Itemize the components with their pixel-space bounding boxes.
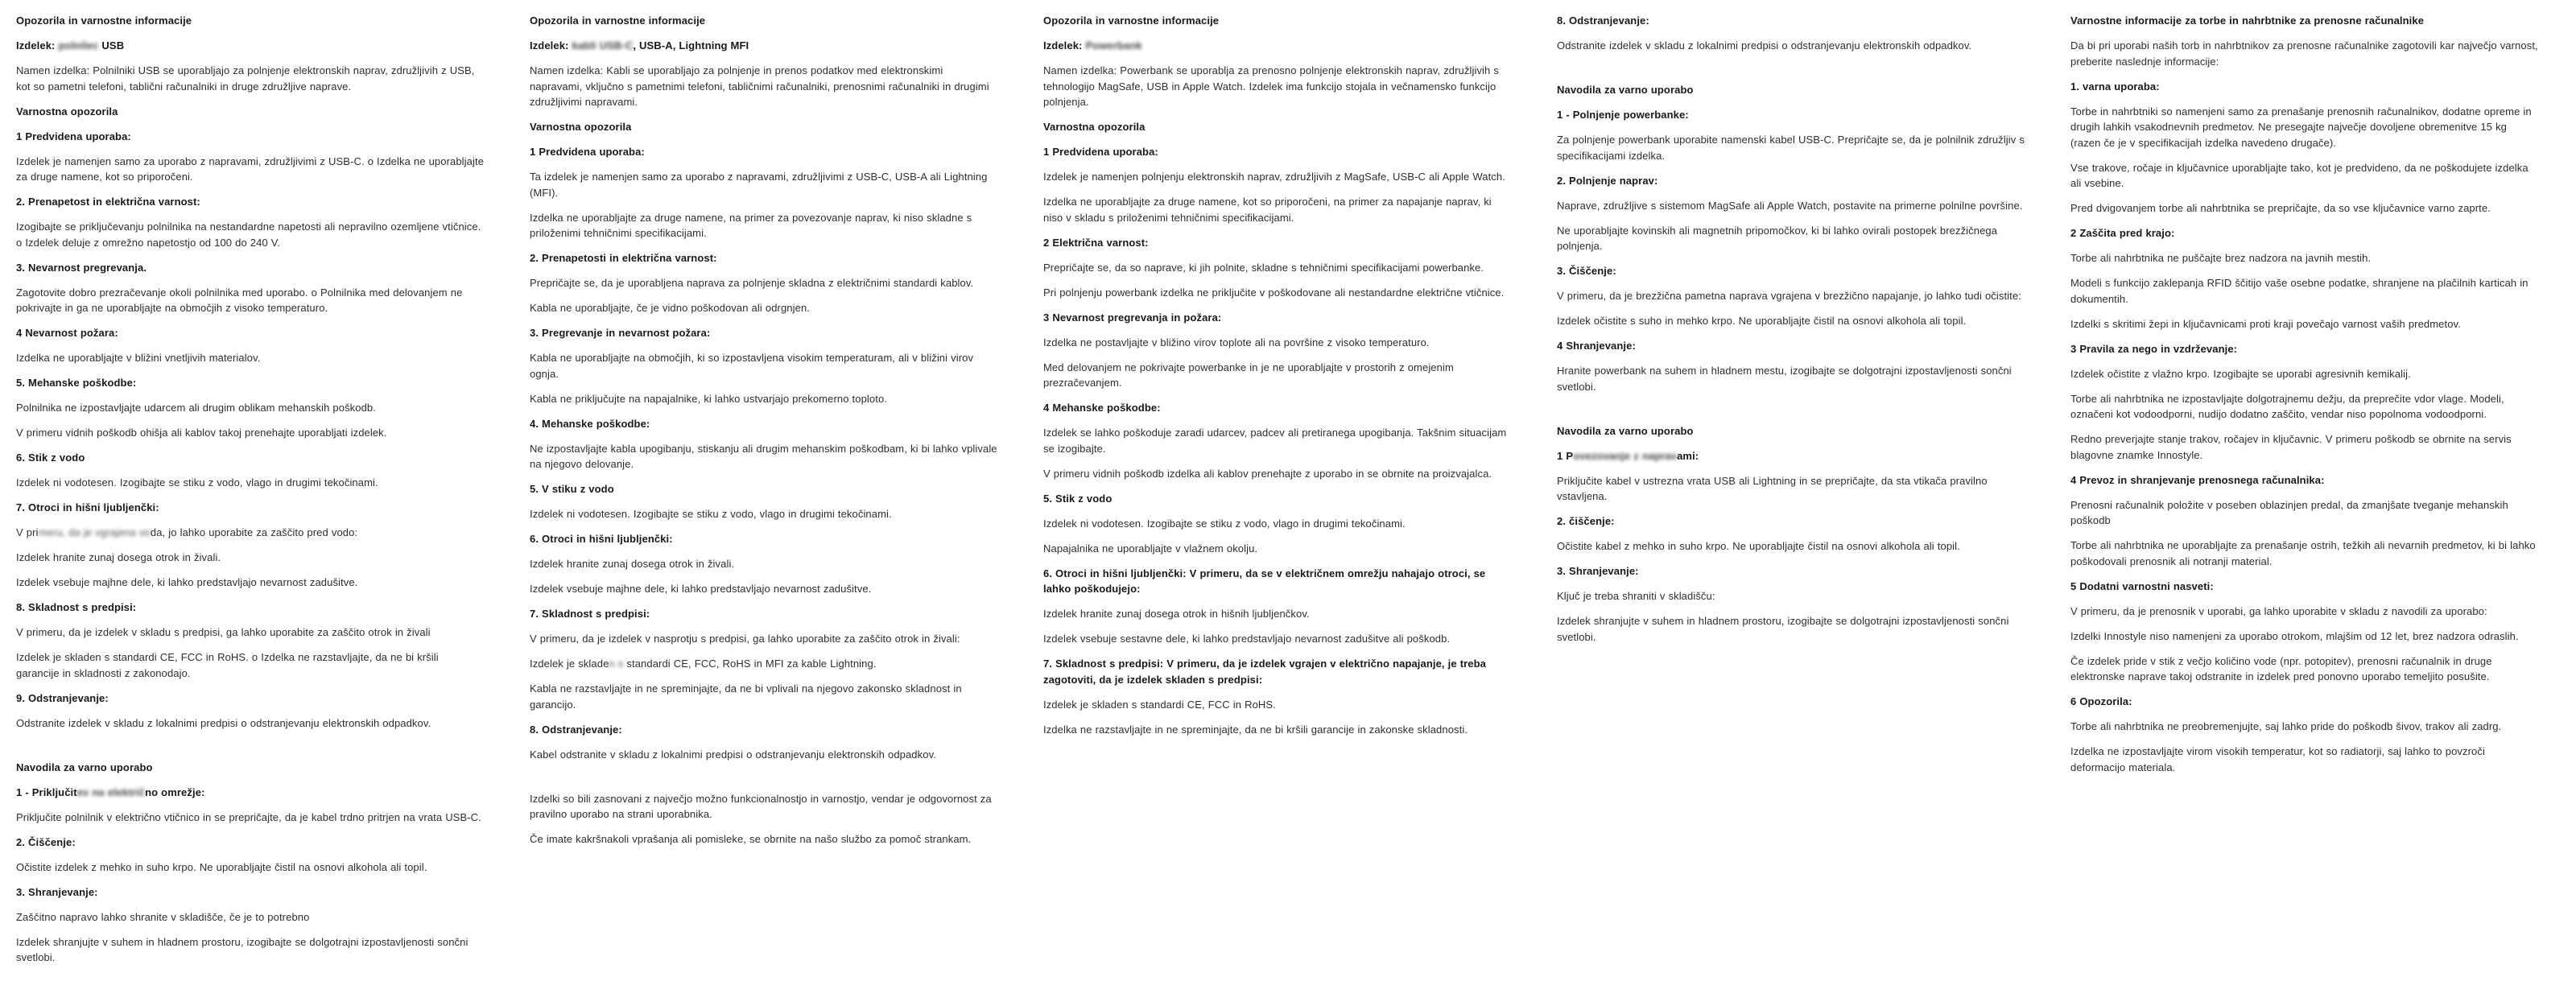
body-paragraph: V primeru vidnih poškodb izdelka ali kablov prenehajte z uporabo in se obrnite na proizvajalca. bbox=[1043, 467, 1492, 480]
body-paragraph: Torbe ali nahrbtnika ne preobremenjujte, saj lahko pride do poškodb šivov, trakov ali zadrg. bbox=[2070, 720, 2502, 732]
body-paragraph: Hranite powerbank na suhem in hladnem mestu, izogibajte se dolgotrajni izpostavljenosti sončni svetlobi. bbox=[1557, 365, 2012, 393]
blurred-text: kabli USB-C bbox=[572, 39, 634, 52]
body-paragraph bbox=[530, 656, 998, 672]
section-heading: 1 Predvidena uporaba: bbox=[16, 130, 131, 142]
body-paragraph: Naprave, združljive s sistemom MagSafe ali Apple Watch, postavite na primerne polnilne površine. bbox=[1557, 199, 2023, 212]
body-paragraph: Vse trakove, ročaje in ključavnice uporabljajte tako, kot je predvideno, da ne poškodujete izdelka ali vsebine. bbox=[2070, 161, 2529, 189]
body-paragraph bbox=[16, 525, 485, 541]
section-heading bbox=[16, 785, 485, 801]
body-paragraph: Izdelka ne uporabljajte za druge namene, na primer za povezovanje naprav, ki niso skladne s priloženimi tehničnimi specifikacijami. bbox=[530, 211, 972, 239]
section-heading: 6 Opozorila: bbox=[2070, 695, 2132, 707]
body-paragraph: Izdelek je namenjen polnjenju elektronskih naprav, združljivih z MagSafe, USB-C ali Apple Watch. bbox=[1043, 171, 1505, 183]
body-paragraph: Odstranite izdelek v skladu z lokalnimi predpisi o odstranjevanju elektronskih odpadkov. bbox=[16, 716, 431, 729]
text-segment: no omrežje: bbox=[145, 785, 205, 798]
section-heading: Opozorila in varnostne informacije bbox=[16, 14, 192, 27]
section-heading bbox=[16, 38, 485, 54]
section-heading: 3 Nevarnost pregrevanja in požara: bbox=[1043, 311, 1222, 324]
section-heading: 1 Predvidena uporaba: bbox=[530, 146, 645, 158]
body-paragraph: Ključ je treba shraniti v skladišču: bbox=[1557, 590, 1715, 602]
body-paragraph: Izdelki Innostyle niso namenjeni za uporabo otrokom, mlajšim od 12 let, brez nadzora odraslih. bbox=[2070, 629, 2519, 642]
section-heading: 3. Shranjevanje: bbox=[1557, 565, 1639, 577]
section-heading: Varnostna opozorila bbox=[1043, 121, 1146, 133]
body-paragraph: Izdelka ne uporabljajte v bližini vnetljivih materialov. bbox=[16, 352, 261, 364]
section-heading: Varnostna opozorila bbox=[16, 105, 118, 118]
body-paragraph: Kabla ne priključujte na napajalnike, ki lahko ustvarjajo prekomerno toploto. bbox=[530, 392, 887, 405]
text-segment: Izdelek: bbox=[530, 39, 572, 52]
body-paragraph: Izdelek očistite s suho in mehko krpo. Ne uporabljajte čistil na osnovi alkohola ali topil. bbox=[1557, 315, 1967, 327]
text-segment: 1 P bbox=[1557, 449, 1574, 462]
section-heading: 5. Mehanske poškodbe: bbox=[16, 377, 137, 389]
section-heading: 4. Mehanske poškodbe: bbox=[530, 417, 650, 430]
section-heading: 5 Dodatni varnostni nasveti: bbox=[2070, 579, 2214, 592]
blurred-text: ev na električ bbox=[76, 785, 146, 798]
section-heading: 1. varna uporaba: bbox=[2070, 80, 2160, 93]
body-paragraph: Ne izpostavljajte kabla upogibanju, stiskanju ali drugim mehanskim poškodbam, ki bi lahko vplivale na njegovo delovanje. bbox=[530, 442, 997, 470]
body-paragraph: Kabla ne uporabljajte na območjih, ki so izpostavljena visokim temperaturam, ali v bližini virov ognja. bbox=[530, 352, 974, 380]
body-paragraph: V primeru, da je prenosnik v uporabi, ga lahko uporabite v skladu z navodili za uporabo: bbox=[2070, 604, 2487, 617]
body-paragraph: Izdelek očistite z vlažno krpo. Izogibajte se uporabi agresivnih kemikalij. bbox=[2070, 367, 2411, 380]
section-heading: 2. Prenapetosti in električna varnost: bbox=[530, 252, 717, 264]
body-paragraph: Torbe in nahrbtniki so namenjeni samo za prenašanje prenosnih računalnikov, dodatne opreme in drugih lahkih vsakodnevnih predmetov. Ne presegajte največje dovoljene obremenitve 15 kg (razen če je v specifikacijah izdelka navedeno drugače). bbox=[2070, 105, 2532, 149]
section-heading bbox=[530, 38, 998, 54]
blurred-text: polnilec bbox=[58, 39, 99, 52]
section-heading: 1 Predvidena uporaba: bbox=[1043, 146, 1158, 158]
section-gap bbox=[530, 772, 998, 791]
section-heading: 2. čiščenje: bbox=[1557, 515, 1615, 527]
body-paragraph: Izdelka ne postavljajte v bližino virov toplote ali na površine z visoko temperaturo. bbox=[1043, 336, 1430, 348]
body-paragraph: Namen izdelka: Kabli se uporabljajo za polnjenje in prenos podatkov med elektronskimi napravami, vključno s pametnimi telefoni, tabličnimi računalniki, prenosnimi računalniki in drugimi združljivimi napravami. bbox=[530, 64, 989, 108]
body-paragraph: Ne uporabljajte kovinskih ali magnetnih pripomočkov, ki bi lahko ovirali postopek brezžičnega polnjenja. bbox=[1557, 224, 1998, 252]
blurred-text: meru, da je vgrajena vo bbox=[38, 526, 151, 538]
body-paragraph: Polnilnika ne izpostavljajte udarcem ali drugim oblikam mehanskih poškodb. bbox=[16, 402, 376, 414]
text-segment: Izdelek: bbox=[16, 39, 59, 52]
section-heading: 5. V stiku z vodo bbox=[530, 483, 614, 495]
section-heading: 3 Pravila za nego in vzdrževanje: bbox=[2070, 342, 2238, 355]
body-paragraph: Napajalnika ne uporabljajte v vlažnem okolju. bbox=[1043, 542, 1258, 555]
text-segment: , USB-A, Lightning MFI bbox=[633, 39, 749, 52]
body-paragraph: V primeru, da je izdelek v nasprotju s predpisi, ga lahko uporabite za zaščito otrok in živali: bbox=[530, 633, 960, 645]
body-paragraph: Prenosni računalnik položite v poseben oblazinjen predal, da zmanjšate tveganje mehanskih poškodb bbox=[2070, 498, 2508, 526]
body-paragraph: V primeru, da je izdelek v skladu s predpisi, ga lahko uporabite za zaščito otrok in živali bbox=[16, 626, 431, 638]
body-paragraph: Izdelek vsebuje sestavne dele, ki lahko predstavljajo nevarnost zadušitve ali poškodb. bbox=[1043, 633, 1451, 645]
body-paragraph: Izdelek se lahko poškoduje zaradi udarcev, padcev ali pretiranega upogibanja. Takšnim situacijam se izogibajte. bbox=[1043, 427, 1507, 455]
body-paragraph: Izdelek ni vodotesen. Izogibajte se stiku z vodo, vlago in drugimi tekočinami. bbox=[16, 476, 378, 489]
text-segment: standardi CE, FCC, RoHS in MFI za kable Lightning. bbox=[623, 658, 877, 670]
body-paragraph: Redno preverjajte stanje trakov, ročajev in ključavnic. V primeru poškodb se obrnite na servis blagovne znamke Innostyle. bbox=[2070, 433, 2512, 461]
text-segment: 1 - Priključit bbox=[16, 785, 77, 798]
section-heading: 2. Čiščenje: bbox=[16, 835, 76, 848]
section-heading: 2. Polnjenje naprav: bbox=[1557, 174, 1658, 187]
body-paragraph: Namen izdelka: Powerbank se uporablja za prenosno polnjenje elektronskih naprav, združljivih s tehnologijo MagSafe, USB in Apple Watch. Izdelek ima funkcijo stojala in večnamensko funkcijo polnjenja. bbox=[1043, 64, 1499, 108]
body-paragraph: Med delovanjem ne pokrivajte powerbanke in je ne uporabljajte v prostorih z omejenim prezračevanjem. bbox=[1043, 361, 1454, 389]
body-paragraph: Priključite kabel v ustrezna vrata USB ali Lightning in se prepričajte, da sta vtikača pravilno vstavljena. bbox=[1557, 474, 1988, 502]
text-column-4 bbox=[1557, 13, 2025, 654]
text-segment: USB bbox=[98, 39, 125, 52]
body-paragraph: Izdelek shranjujte v suhem in hladnem prostoru, izogibajte se dolgotrajni izpostavljenosti sončni svetlobi. bbox=[16, 935, 469, 963]
body-paragraph: Zagotovite dobro prezračevanje okoli polnilnika med uporabo. o Polnilnika med delovanjem ne pokrivajte in ga ne uporabljajte na območjih z visoko temperaturo. bbox=[16, 286, 463, 314]
section-heading: Opozorila in varnostne informacije bbox=[1043, 14, 1220, 27]
section-heading: 7. Skladnost s predpisi: V primeru, da je izdelek vgrajen v električno napajanje, je treba zagotoviti, da je izdelek skladen s predpisi: bbox=[1043, 658, 1487, 686]
text-column-2 bbox=[530, 13, 998, 856]
body-paragraph: Izdelki s skritimi žepi in ključavnicami proti kraji povečajo varnost vaših predmetov. bbox=[2070, 317, 2461, 330]
section-heading bbox=[1557, 448, 2025, 464]
body-paragraph: Pri polnjenju powerbank izdelka ne priključite v poškodovane ali nestandardne električne vtičnice. bbox=[1043, 286, 1505, 299]
body-paragraph: Izdelek je namenjen samo za uporabo z napravami, združljivimi z USB-C. o Izdelka ne uporabljajte za druge namene, kot so priporočeni. bbox=[16, 155, 485, 183]
body-paragraph: Če izdelek pride v stik z večjo količino vode (npr. potopitev), prenosni računalnik in druge elektronske naprave takoj odstranite in izdelek pred ponovno uporabo temeljito posušite. bbox=[2070, 654, 2492, 682]
body-paragraph: Izdelka ne razstavljajte in ne spreminjajte, da ne bi kršili garancije in zakonske skladnosti. bbox=[1043, 723, 1468, 736]
section-heading: 8. Skladnost s predpisi: bbox=[16, 601, 137, 613]
body-paragraph: Kabla ne razstavljajte in ne spreminjajte, da ne bi vplivali na njegovo zakonsko skladnost in garancijo. bbox=[530, 682, 962, 711]
body-paragraph: Izdelek ni vodotesen. Izogibajte se stiku z vodo, vlago in drugimi tekočinami. bbox=[1043, 517, 1406, 530]
body-paragraph: Izdelek shranjujte v suhem in hladnem prostoru, izogibajte se dolgotrajni izpostavljenosti sončni svetlobi. bbox=[1557, 615, 2009, 643]
section-heading: 3. Nevarnost pregrevanja. bbox=[16, 261, 147, 274]
section-gap bbox=[1557, 63, 2025, 82]
section-heading: 1 - Polnjenje powerbanke: bbox=[1557, 109, 1689, 121]
section-heading: 7. Otroci in hišni ljubljenčki: bbox=[16, 501, 159, 513]
section-heading: 4 Shranjevanje: bbox=[1557, 340, 1636, 352]
body-paragraph: Izdelek ni vodotesen. Izogibajte se stiku z vodo, vlago in drugimi tekočinami. bbox=[530, 508, 892, 520]
body-paragraph: Izdelka ne uporabljajte za druge namene, kot so priporočeni, na primer za napajanje naprav, ki niso v skladu s priloženimi tehničnimi specifikacijami. bbox=[1043, 196, 1492, 224]
body-paragraph: Izdelek vsebuje majhne dele, ki lahko predstavljajo nevarnost zadušitve. bbox=[530, 583, 872, 595]
body-paragraph: Ta izdelek je namenjen samo za uporabo z napravami, združljivimi z USB-C, USB-A ali Lightning (MFI). bbox=[530, 171, 988, 199]
text-segment: ami: bbox=[1677, 449, 1699, 462]
body-paragraph: Če imate kakršnakoli vprašanja ali pomisleke, se obrnite na našo službo za pomoč strankam. bbox=[530, 833, 972, 845]
section-heading: 9. Odstranjevanje: bbox=[16, 691, 109, 704]
section-heading: 6. Otroci in hišni ljubljenčki: bbox=[530, 533, 673, 545]
section-heading: 2 Zaščita pred krajo: bbox=[2070, 227, 2175, 239]
section-heading: 7. Skladnost s predpisi: bbox=[530, 608, 650, 620]
section-heading: 8. Odstranjevanje: bbox=[530, 723, 622, 736]
body-paragraph: Torbe ali nahrbtnika ne izpostavljajte dolgotrajnemu dežju, da preprečite vdor vlage. Modeli, označeni kot vodoodporni, nudijo dodatno zaščito, vendar niso popolnoma vodoodporni. bbox=[2070, 392, 2504, 420]
body-paragraph: Zaščitno napravo lahko shranite v skladišče, če je to potrebno bbox=[16, 910, 310, 923]
text-column-1 bbox=[16, 13, 485, 975]
body-paragraph: Da bi pri uporabi naših torb in nahrbtnikov za prenosne računalnike zagotovili kar največjo varnost, preberite naslednje informacije: bbox=[2070, 39, 2538, 68]
section-heading: 8. Odstranjevanje: bbox=[1557, 14, 1649, 27]
section-heading: 6. Otroci in hišni ljubljenčki: V primeru, da se v električnem omrežju nahajajo otroci, se lahko poškodujejo: bbox=[1043, 567, 1486, 595]
text-segment: V pri bbox=[16, 526, 39, 538]
body-paragraph: Namen izdelka: Polnilniki USB se uporabljajo za polnjenje elektronskih naprav, združljivih z USB, kot so pametni telefoni, tablični računalniki in druge združljive naprave. bbox=[16, 64, 475, 93]
body-paragraph: Prepričajte se, da so naprave, ki jih polnite, skladne s tehničnimi specifikacijami powerbanke. bbox=[1043, 261, 1484, 274]
body-paragraph: Izdelek hranite zunaj dosega otrok in hišnih ljubljenčkov. bbox=[1043, 608, 1310, 620]
body-paragraph: Za polnjenje powerbank uporabite namenski kabel USB-C. Prepričajte se, da je polnilnik združljiv s specifikacijami izdelka. bbox=[1557, 134, 2025, 162]
text-segment: Izdelek je sklade bbox=[530, 658, 609, 670]
body-paragraph: Očistite izdelek z mehko in suho krpo. Ne uporabljajte čistil na osnovi alkohola ali topil. bbox=[16, 860, 427, 873]
body-paragraph: Očistite kabel z mehko in suho krpo. Ne uporabljajte čistil na osnovi alkohola ali topil. bbox=[1557, 540, 1960, 552]
section-heading bbox=[1043, 38, 1512, 54]
blurred-text: n s bbox=[609, 658, 624, 670]
section-heading: 4 Prevoz in shranjevanje prenosnega računalnika: bbox=[2070, 473, 2325, 486]
section-heading: 6. Stik z vodo bbox=[16, 451, 85, 464]
section-gap bbox=[16, 740, 485, 760]
body-paragraph: Izdelek je skladen s standardi CE, FCC in RoHS. bbox=[1043, 698, 1276, 711]
section-heading: 4 Mehanske poškodbe: bbox=[1043, 402, 1161, 414]
body-paragraph: Torbe ali nahrbtnika ne uporabljajte za prenašanje ostrih, težkih ali nevarnih predmetov, ki bi lahko poškodovali prenosnik ali notranji material. bbox=[2070, 539, 2536, 567]
blurred-text: Powerbank bbox=[1085, 39, 1142, 52]
section-heading: 5. Stik z vodo bbox=[1043, 492, 1113, 505]
section-heading: 3. Pregrevanje in nevarnost požara: bbox=[530, 327, 711, 339]
body-paragraph: Prepričajte se, da je uporabljena naprava za polnjenje skladna z električnimi standardi kablov. bbox=[530, 277, 974, 289]
section-heading: Varnostne informacije za torbe in nahrbtnike za prenosne računalnike bbox=[2070, 14, 2425, 27]
text-column-3 bbox=[1043, 13, 1512, 747]
section-heading: 2 Električna varnost: bbox=[1043, 236, 1149, 249]
body-paragraph: Kabel odstranite v skladu z lokalnimi predpisi o odstranjevanju elektronskih odpadkov. bbox=[530, 748, 936, 761]
body-paragraph: V primeru, da je brezžična pametna naprava vgrajena v brezžično napajanje, jo lahko tudi očistite: bbox=[1557, 290, 2021, 302]
body-paragraph: Izdelek je skladen s standardi CE, FCC in RoHS. o Izdelka ne razstavljajte, da ne bi kršili garancije in skladnosti z zakonodajo. bbox=[16, 651, 439, 679]
blurred-text: ovezovanje z naprav bbox=[1573, 449, 1678, 462]
body-paragraph: Modeli s funkcijo zaklepanja RFID ščitijo vaše osebne podatke, shranjene na plačilnih karticah in dokumentih. bbox=[2070, 277, 2529, 305]
body-paragraph: Pred dvigovanjem torbe ali nahrbtnika se prepričajte, da so vse ključavnice varno zaprte. bbox=[2070, 202, 2491, 214]
body-paragraph: Odstranite izdelek v skladu z lokalnimi predpisi o odstranjevanju elektronskih odpadkov. bbox=[1557, 39, 1972, 52]
body-paragraph: Izdelek hranite zunaj dosega otrok in živali. bbox=[16, 551, 221, 563]
section-heading: Opozorila in varnostne informacije bbox=[530, 14, 706, 27]
section-gap bbox=[1557, 404, 2025, 423]
text-column-5 bbox=[2070, 13, 2539, 785]
body-paragraph: Izdelek hranite zunaj dosega otrok in živali. bbox=[530, 558, 735, 570]
body-paragraph: Izdelka ne izpostavljajte virom visokih temperatur, kot so radiatorji, saj lahko to povzroči deformacijo materiala. bbox=[2070, 745, 2485, 773]
section-heading: 3. Shranjevanje: bbox=[16, 885, 98, 898]
text-segment: Izdelek: bbox=[1043, 39, 1086, 52]
section-heading: 4 Nevarnost požara: bbox=[16, 327, 118, 339]
body-paragraph: Kabla ne uporabljajte, če je vidno poškodovan ali odrgnjen. bbox=[530, 302, 810, 314]
section-heading: 3. Čiščenje: bbox=[1557, 265, 1616, 277]
section-heading: Navodila za varno uporabo bbox=[16, 761, 153, 773]
body-paragraph: Torbe ali nahrbtnika ne puščajte brez nadzora na javnih mestih. bbox=[2070, 252, 2372, 264]
body-paragraph: Izogibajte se priključevanju polnilnika na nestandardne napetosti ali nepravilno ozemljene vtičnice. o Izdelek deluje z omrežno napetostjo od 100 do 240 V. bbox=[16, 221, 481, 249]
section-heading: Varnostna opozorila bbox=[530, 121, 632, 133]
body-paragraph: Izdelek vsebuje majhne dele, ki lahko predstavljajo nevarnost zadušitve. bbox=[16, 576, 358, 588]
section-heading: Navodila za varno uporabo bbox=[1557, 84, 1694, 96]
body-paragraph: Priključite polnilnik v električno vtičnico in se prepričajte, da je kabel trdno pritrjen na vrata USB-C. bbox=[16, 810, 481, 823]
body-paragraph: V primeru vidnih poškodb ohišja ali kablov takoj prenehajte uporabljati izdelek. bbox=[16, 427, 387, 439]
section-heading: 2. Prenapetost in električna varnost: bbox=[16, 196, 200, 208]
text-segment: da, jo lahko uporabite za zaščito pred vodo: bbox=[150, 526, 358, 538]
section-heading: Navodila za varno uporabo bbox=[1557, 424, 1694, 437]
body-paragraph: Izdelki so bili zasnovani z največjo možno funkcionalnostjo in varnostjo, vendar je odgovornost za pravilno uporabo na strani uporabnika. bbox=[530, 792, 992, 820]
